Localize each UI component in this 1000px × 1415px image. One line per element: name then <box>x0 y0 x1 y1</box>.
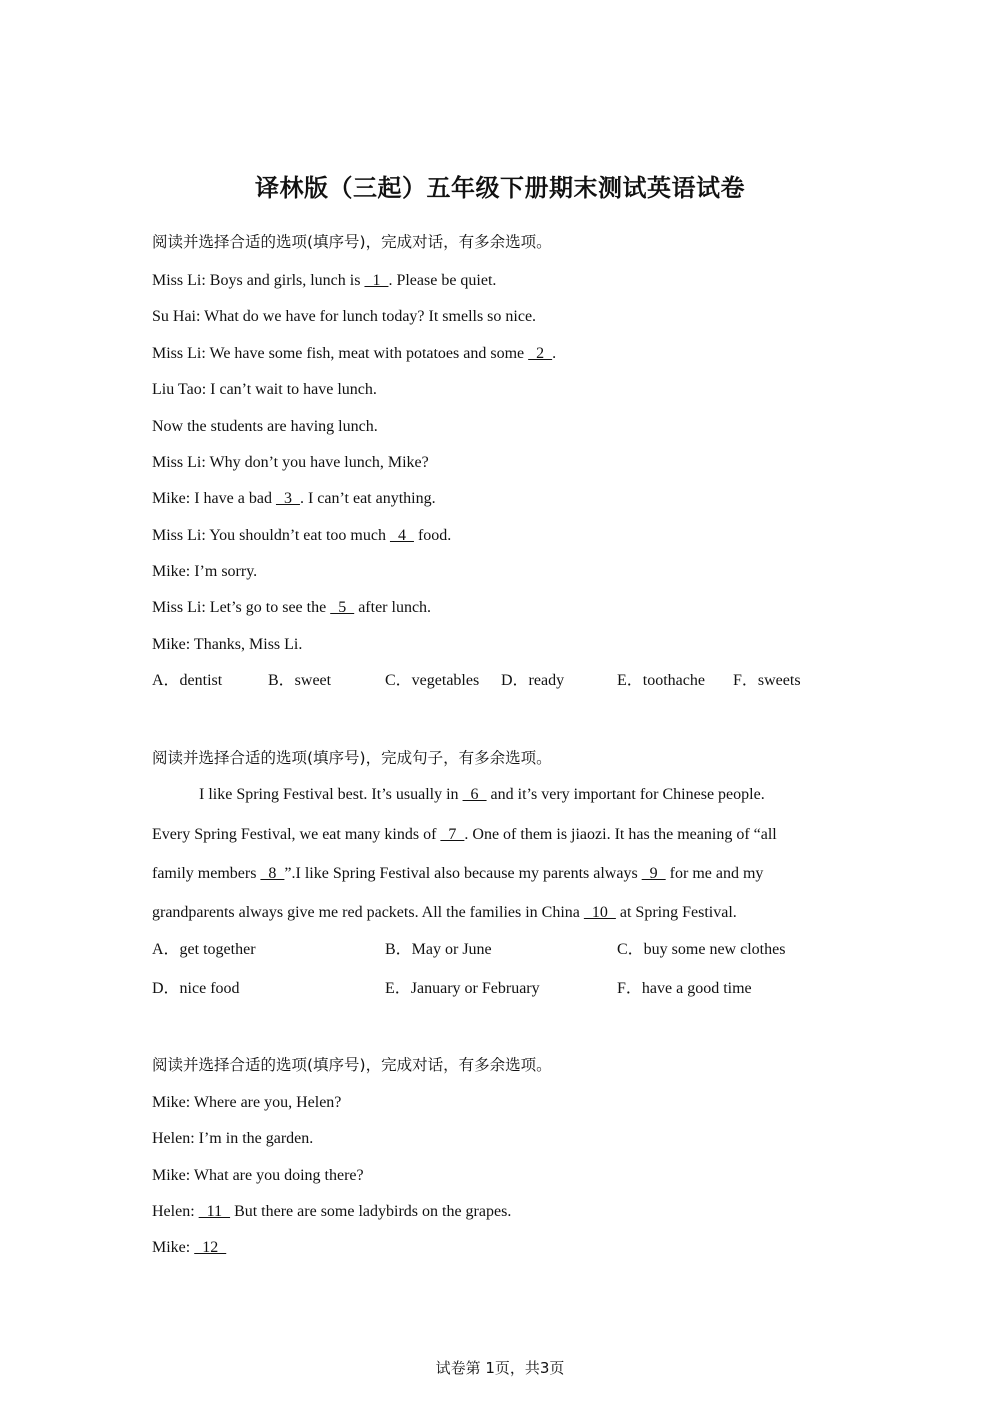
answer-blank-9: 9 <box>641 865 666 882</box>
dialog-line <box>152 1202 511 1222</box>
line-text: Helen: <box>152 1203 199 1220</box>
line-text: Miss Li: We have some fish, meat with potatoes and some <box>152 345 529 362</box>
line-text: Mike: What are you doing there? <box>152 1167 364 1184</box>
option-a: A．get together <box>152 941 256 958</box>
dialog-line <box>152 271 496 291</box>
line-text: Mike: I’m sorry. <box>152 563 258 580</box>
line-text: ”.I like Spring Festival also because my parents always <box>284 865 642 882</box>
dialog-line <box>152 1129 313 1149</box>
dialog-line <box>152 417 378 437</box>
line-text: I like Spring Festival best. It’s usually in <box>199 786 463 803</box>
option-e: E．January or February <box>385 980 540 997</box>
dialog-line <box>152 307 536 327</box>
dialog-line <box>152 344 556 364</box>
passage-line <box>199 785 765 805</box>
line-text: Miss Li: Boys and girls, lunch is <box>152 272 365 289</box>
answer-blank-5: 5 <box>330 599 355 616</box>
answer-blank-6: 6 <box>462 786 487 803</box>
dialog-line <box>152 526 451 546</box>
section1-instruction: 阅读并选择合适的选项(填序号)，完成对话，有多余选项。 <box>152 233 552 251</box>
option-c: C．vegetables <box>385 672 480 689</box>
line-text: Liu Tao: I can’t wait to have lunch. <box>152 381 377 398</box>
line-text: . I can’t eat anything. <box>299 490 436 507</box>
line-text: Miss Li: Why don’t you have lunch, Mike? <box>152 454 429 471</box>
line-text: grandparents always give me red packets. All the families in China <box>152 904 584 921</box>
line-text: Helen: I’m in the garden. <box>152 1130 314 1147</box>
line-text: Mike: Where are you, Helen? <box>152 1094 342 1111</box>
line-text: Every Spring Festival, we eat many kinds of <box>152 826 441 843</box>
answer-blank-7: 7 <box>440 826 465 843</box>
option-f: F．sweets <box>733 672 801 689</box>
option-b: B．sweet <box>268 672 332 689</box>
section3-instruction: 阅读并选择合适的选项(填序号)，完成对话，有多余选项。 <box>152 1056 552 1074</box>
line-text: But there are some ladybirds on the grapes. <box>230 1203 512 1220</box>
answer-blank-1: 1 <box>364 272 389 289</box>
dialog-line <box>152 1166 364 1186</box>
line-text: food. <box>413 527 452 544</box>
dialog-line <box>152 1093 341 1113</box>
line-text: Miss Li: Let’s go to see the <box>152 599 331 616</box>
answer-blank-2: 2 <box>528 345 553 362</box>
dialog-line <box>152 453 429 473</box>
line-text: at Spring Festival. <box>615 904 737 921</box>
line-text: family members <box>152 865 261 882</box>
line-text: and it’s very important for Chinese people. <box>486 786 765 803</box>
dialog-line <box>152 1238 226 1258</box>
option-c: C．buy some new clothes <box>617 941 786 958</box>
line-text: Miss Li: You shouldn’t eat too much <box>152 527 390 544</box>
page-title: 译林版（三起）五年级下册期末测试英语试卷 <box>255 174 745 202</box>
line-text: . <box>552 345 557 362</box>
answer-blank-12: 12 <box>194 1239 227 1256</box>
line-text: Mike: I have a bad <box>152 490 276 507</box>
answer-blank-8: 8 <box>260 865 285 882</box>
option-a: A．dentist <box>152 672 223 689</box>
dialog-line <box>152 380 377 400</box>
option-d: D．ready <box>501 672 565 689</box>
option-e: E．toothache <box>617 672 705 689</box>
section2-instruction: 阅读并选择合适的选项(填序号)，完成句子，有多余选项。 <box>152 749 552 767</box>
line-text: Now the students are having lunch. <box>152 418 378 435</box>
line-text: . Please be quiet. <box>388 272 497 289</box>
line-text: Su Hai: What do we have for lunch today? It smells so nice. <box>152 308 537 325</box>
option-b: B．May or June <box>385 941 492 958</box>
line-text: . One of them is jiaozi. It has the meaning of “all <box>464 826 777 843</box>
passage-line <box>152 903 737 923</box>
line-text: Mike: <box>152 1239 195 1256</box>
passage-line <box>152 864 763 884</box>
dialog-line <box>152 489 436 509</box>
option-f: F．have a good time <box>617 980 752 997</box>
answer-blank-4: 4 <box>389 527 414 544</box>
line-text: for me and my <box>665 865 764 882</box>
answer-blank-10: 10 <box>583 904 616 921</box>
answer-blank-11: 11 <box>198 1203 231 1220</box>
line-text: after lunch. <box>354 599 432 616</box>
passage-line <box>152 825 777 845</box>
dialog-line <box>152 562 257 582</box>
answer-blank-3: 3 <box>275 490 300 507</box>
dialog-line <box>152 635 302 655</box>
page-footer: 试卷第 1页，共3页 <box>435 1359 565 1377</box>
option-d: D．nice food <box>152 980 240 997</box>
line-text: Mike: Thanks, Miss Li. <box>152 636 303 653</box>
dialog-line <box>152 598 431 618</box>
